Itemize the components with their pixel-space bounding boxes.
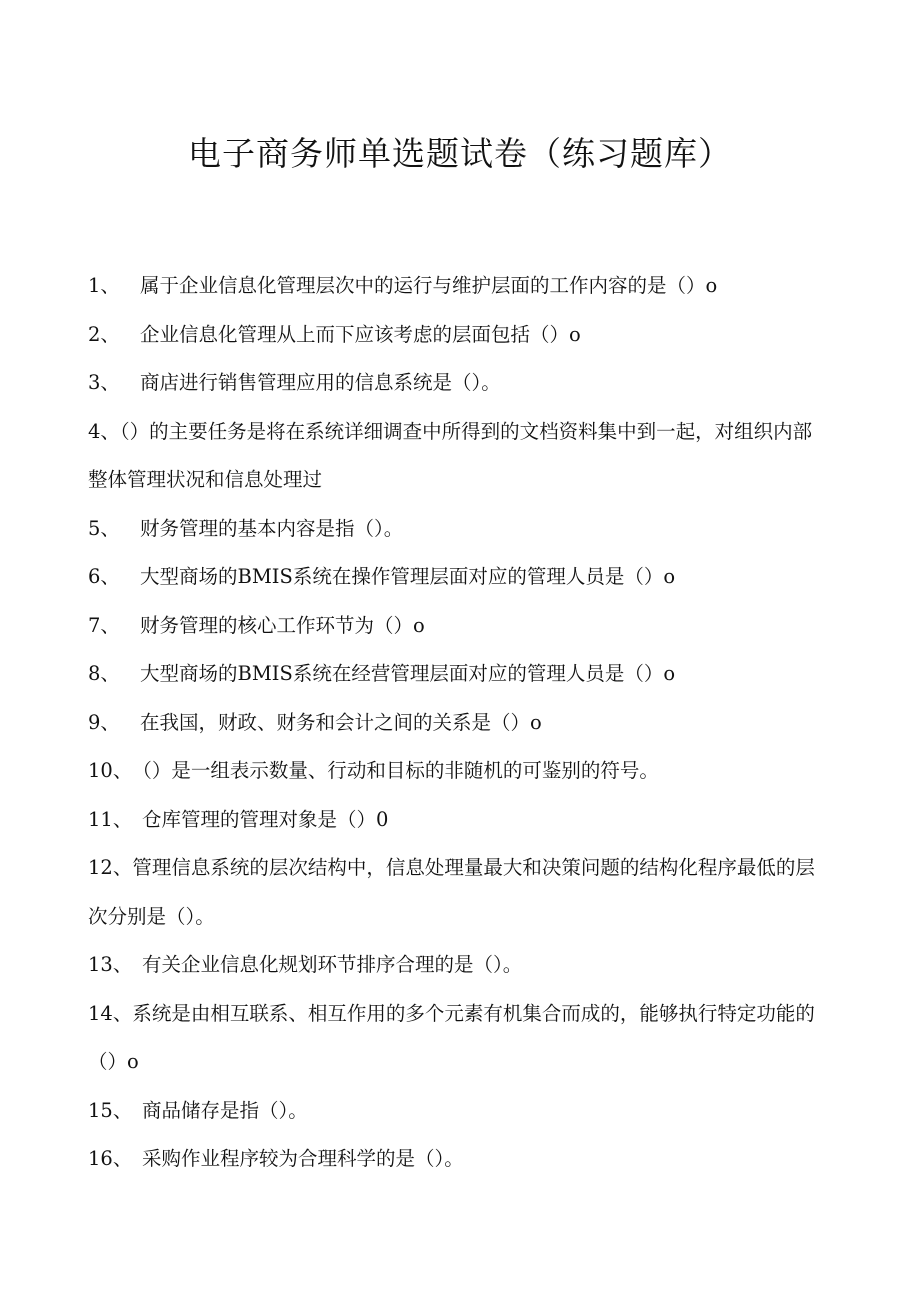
question-item xyxy=(88,311,818,360)
question-number: 13、 xyxy=(88,953,133,976)
question-text: 采购作业程序较为合理科学的是（）。 xyxy=(142,1147,464,1170)
question-text: 财务管理的基本内容是指（）。 xyxy=(140,516,404,540)
page-title: 电子商务师单选题试卷（练习题库） xyxy=(188,134,732,173)
question-item xyxy=(88,941,818,990)
question-item xyxy=(88,747,818,796)
question-number: 14、 xyxy=(88,1001,133,1025)
question-list xyxy=(88,262,818,1184)
question-number: 11、 xyxy=(88,807,133,831)
question-text: （）的主要任务是将在系统详细调查中所得到的文档资料集中到一起，对组织内部整体管理状况和信息处理过 xyxy=(88,419,813,491)
question-number: 4、 xyxy=(88,419,120,443)
question-number: 7、 xyxy=(88,613,120,637)
question-text: 管理信息系统的层次结构中，信息处理量最大和决策问题的结构化程序最低的层次分别是（）。 xyxy=(88,856,815,928)
question-text: 大型商场的BMIS系统在操作管理层面对应的管理人员是（）o xyxy=(140,565,676,588)
question-text: 商店进行销售管理应用的信息系统是（）。 xyxy=(140,371,501,394)
question-item xyxy=(88,1135,818,1184)
question-text: 在我国，财政、财务和会计之间的关系是（）o xyxy=(140,710,542,734)
question-number: 3、 xyxy=(88,371,120,394)
question-number: 5、 xyxy=(88,516,120,540)
question-item xyxy=(88,553,818,602)
question-item xyxy=(88,990,818,1087)
question-number: 12、 xyxy=(88,856,133,879)
question-text: 有关企业信息化规划环节排序合理的是（）。 xyxy=(142,953,523,976)
question-text: （）是一组表示数量、行动和目标的非随机的可鉴别的符号。 xyxy=(132,759,659,782)
question-number: 10、 xyxy=(88,759,133,782)
question-item xyxy=(88,650,818,699)
question-item xyxy=(88,505,818,554)
question-number: 6、 xyxy=(88,565,120,588)
question-item xyxy=(88,1087,818,1136)
question-number: 15、 xyxy=(88,1098,133,1122)
question-text: 仓库管理的管理对象是（）0 xyxy=(142,807,389,831)
question-item xyxy=(88,844,818,941)
question-item xyxy=(88,796,818,845)
question-text: 企业信息化管理从上而下应该考虑的层面包括（）o xyxy=(140,322,581,346)
question-number: 1、 xyxy=(88,274,120,297)
question-number: 2、 xyxy=(88,322,120,346)
question-text: 系统是由相互联系、相互作用的多个元素有机集合而成的，能够执行特定功能的（）o xyxy=(88,1001,815,1073)
question-text: 属于企业信息化管理层次中的运行与维护层面的工作内容的是（）o xyxy=(140,274,718,297)
question-item xyxy=(88,359,818,408)
question-number: 8、 xyxy=(88,662,120,685)
question-text: 商品储存是指（）。 xyxy=(142,1098,308,1122)
question-item xyxy=(88,262,818,311)
question-text: 大型商场的BMIS系统在经营管理层面对应的管理人员是（）o xyxy=(140,662,676,685)
question-number: 9、 xyxy=(88,710,120,734)
question-item xyxy=(88,602,818,651)
question-number: 16、 xyxy=(88,1147,133,1170)
question-text: 财务管理的核心工作环节为（）o xyxy=(140,613,425,637)
question-item xyxy=(88,408,818,505)
question-item xyxy=(88,699,818,748)
